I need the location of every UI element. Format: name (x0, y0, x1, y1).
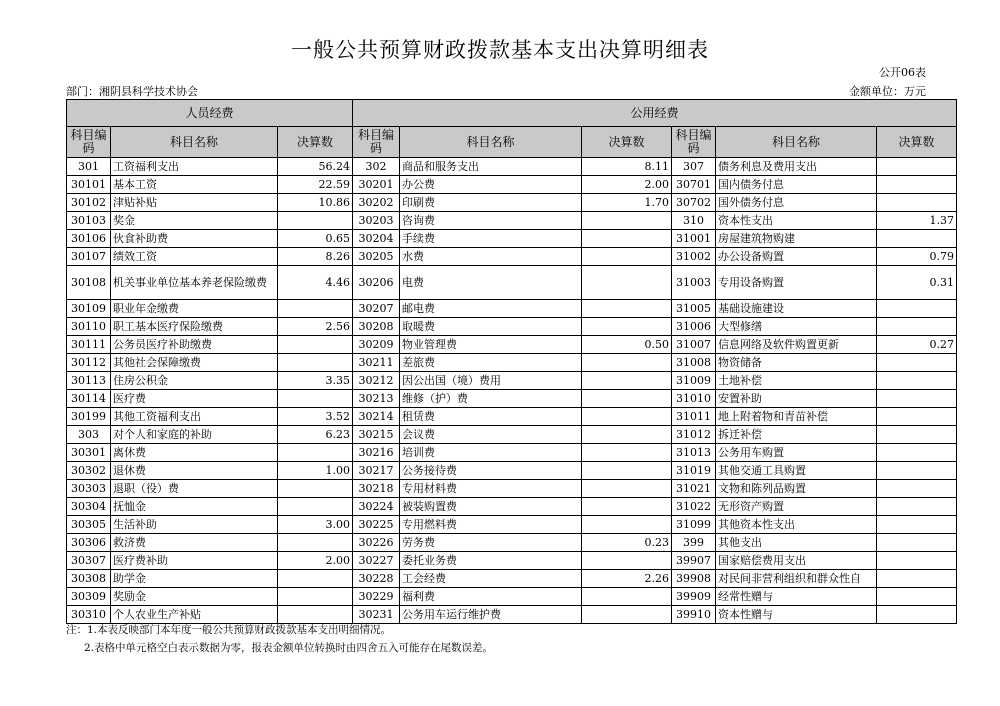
cell-amount: 1.70 (582, 194, 672, 212)
cell-name: 其他工资福利支出 (111, 408, 278, 426)
table-row (67, 408, 957, 426)
cell-amount (877, 552, 957, 570)
cell-name: 奖金 (111, 212, 278, 230)
cell-name: 抚恤金 (111, 498, 278, 516)
cell-name: 大型修缮 (716, 318, 877, 336)
cell-name: 委托业务费 (400, 552, 582, 570)
cell-amount (582, 498, 672, 516)
table-row (67, 570, 957, 588)
cell-code: 31001 (672, 230, 716, 248)
table-row (67, 588, 957, 606)
cell-code: 30701 (672, 176, 716, 194)
footnote-1: 注：1.本表反映部门本年度一般公共预算财政拨款基本支出明细情况。 (66, 624, 392, 636)
table-row (67, 354, 957, 372)
cell-code: 31006 (672, 318, 716, 336)
cell-code: 30112 (67, 354, 111, 372)
cell-name: 工资福利支出 (111, 158, 278, 176)
table-row (67, 300, 957, 318)
cell-name: 对民间非营利组织和群众性自 (716, 570, 877, 588)
cell-name: 无形资产购置 (716, 498, 877, 516)
cell-name: 维修（护）费 (400, 390, 582, 408)
cell-code: 30224 (353, 498, 400, 516)
cell-code: 31022 (672, 498, 716, 516)
cell-name: 物业管理费 (400, 336, 582, 354)
cell-code: 31021 (672, 480, 716, 498)
cell-code: 30309 (67, 588, 111, 606)
cell-amount (278, 444, 353, 462)
cell-name: 商品和服务支出 (400, 158, 582, 176)
col-header-name: 科目名称 (400, 127, 582, 158)
cell-amount (877, 480, 957, 498)
cell-amount: 3.52 (278, 408, 353, 426)
cell-amount (582, 480, 672, 498)
cell-name: 其他支出 (716, 534, 877, 552)
cell-name: 救济费 (111, 534, 278, 552)
cell-code: 30216 (353, 444, 400, 462)
cell-code: 30303 (67, 480, 111, 498)
cell-code: 30215 (353, 426, 400, 444)
cell-name: 劳务费 (400, 534, 582, 552)
cell-name: 公务员医疗补助缴费 (111, 336, 278, 354)
cell-amount: 0.79 (877, 248, 957, 266)
cell-code: 30103 (67, 212, 111, 230)
cell-name: 基本工资 (111, 176, 278, 194)
cell-code: 30203 (353, 212, 400, 230)
table-row (67, 390, 957, 408)
col-header-amount: 决算数 (278, 127, 353, 158)
cell-amount (877, 588, 957, 606)
department-label: 部门：湘阴县科学技术协会 (66, 85, 198, 98)
table-row (67, 248, 957, 266)
cell-amount (582, 300, 672, 318)
cell-amount: 1.37 (877, 212, 957, 230)
cell-name: 助学金 (111, 570, 278, 588)
cell-name: 离休费 (111, 444, 278, 462)
col-header-amount: 决算数 (877, 127, 957, 158)
table-row (67, 552, 957, 570)
cell-name: 水费 (400, 248, 582, 266)
cell-name: 医疗费补助 (111, 552, 278, 570)
cell-amount (877, 516, 957, 534)
cell-code: 30207 (353, 300, 400, 318)
cell-amount: 0.50 (582, 336, 672, 354)
table-row (67, 498, 957, 516)
cell-code: 31007 (672, 336, 716, 354)
cell-name: 取暖费 (400, 318, 582, 336)
cell-code: 30204 (353, 230, 400, 248)
cell-amount (278, 588, 353, 606)
cell-amount: 0.23 (582, 534, 672, 552)
cell-amount (278, 354, 353, 372)
cell-code: 30209 (353, 336, 400, 354)
cell-name: 地上附着物和青苗补偿 (716, 408, 877, 426)
cell-name: 物资储备 (716, 354, 877, 372)
cell-code: 30113 (67, 372, 111, 390)
cell-name: 其他社会保障缴费 (111, 354, 278, 372)
table-row (67, 426, 957, 444)
cell-name: 生活补助 (111, 516, 278, 534)
cell-name: 伙食补助费 (111, 230, 278, 248)
expenditure-table (66, 99, 957, 624)
cell-code: 302 (353, 158, 400, 176)
cell-name: 住房公积金 (111, 372, 278, 390)
cell-amount (582, 390, 672, 408)
cell-amount (278, 300, 353, 318)
cell-name: 办公设备购置 (716, 248, 877, 266)
cell-amount: 4.46 (278, 266, 353, 300)
cell-amount: 3.00 (278, 516, 353, 534)
cell-name: 资本性支出 (716, 212, 877, 230)
cell-code: 30217 (353, 462, 400, 480)
cell-amount (877, 462, 957, 480)
cell-amount: 8.11 (582, 158, 672, 176)
cell-code: 31012 (672, 426, 716, 444)
cell-code: 30307 (67, 552, 111, 570)
cell-code: 30304 (67, 498, 111, 516)
cell-code: 39910 (672, 606, 716, 624)
cell-name: 专用设备购置 (716, 266, 877, 300)
cell-name: 国内债务付息 (716, 176, 877, 194)
cell-name: 经常性赠与 (716, 588, 877, 606)
cell-amount (582, 444, 672, 462)
amount-unit-label: 金额单位：万元 (849, 85, 926, 98)
cell-amount: 2.26 (582, 570, 672, 588)
cell-amount (582, 606, 672, 624)
cell-amount: 8.26 (278, 248, 353, 266)
cell-name: 公务用车购置 (716, 444, 877, 462)
cell-amount (877, 354, 957, 372)
col-header-code: 科目编码 (353, 127, 400, 158)
cell-amount (278, 480, 353, 498)
table-row (67, 176, 957, 194)
cell-amount (582, 248, 672, 266)
cell-code: 30227 (353, 552, 400, 570)
cell-amount (877, 390, 957, 408)
cell-amount (582, 408, 672, 426)
cell-amount (877, 498, 957, 516)
cell-code: 39907 (672, 552, 716, 570)
cell-amount: 10.86 (278, 194, 353, 212)
cell-name: 被装购置费 (400, 498, 582, 516)
cell-code: 30302 (67, 462, 111, 480)
cell-name: 邮电费 (400, 300, 582, 318)
cell-code: 30109 (67, 300, 111, 318)
cell-code: 30702 (672, 194, 716, 212)
footnotes (66, 621, 493, 657)
cell-name: 个人农业生产补贴 (111, 606, 278, 624)
table-row (67, 480, 957, 498)
cell-code: 30211 (353, 354, 400, 372)
cell-code: 39909 (672, 588, 716, 606)
col-header-amount: 决算数 (582, 127, 672, 158)
group-header-public: 公用经费 (353, 100, 957, 127)
cell-code: 30208 (353, 318, 400, 336)
cell-name: 专用燃料费 (400, 516, 582, 534)
cell-code: 30111 (67, 336, 111, 354)
cell-amount (877, 408, 957, 426)
table-row (67, 462, 957, 480)
cell-name: 对个人和家庭的补助 (111, 426, 278, 444)
cell-code: 30101 (67, 176, 111, 194)
cell-amount (278, 570, 353, 588)
cell-name: 咨询费 (400, 212, 582, 230)
cell-code: 30199 (67, 408, 111, 426)
cell-code: 30308 (67, 570, 111, 588)
table-row (67, 158, 957, 176)
cell-name: 公务用车运行维护费 (400, 606, 582, 624)
table-row (67, 266, 957, 300)
cell-code: 30110 (67, 318, 111, 336)
cell-amount (582, 462, 672, 480)
cell-name: 文物和陈列品购置 (716, 480, 877, 498)
cell-name: 房屋建筑物购建 (716, 230, 877, 248)
cell-name: 专用材料费 (400, 480, 582, 498)
cell-name: 债务利息及费用支出 (716, 158, 877, 176)
cell-code: 31003 (672, 266, 716, 300)
cell-name: 职工基本医疗保险缴费 (111, 318, 278, 336)
cell-amount: 2.00 (582, 176, 672, 194)
cell-code: 30218 (353, 480, 400, 498)
cell-code: 30107 (67, 248, 111, 266)
cell-code: 30201 (353, 176, 400, 194)
cell-amount: 0.27 (877, 336, 957, 354)
col-header-name: 科目名称 (111, 127, 278, 158)
cell-amount: 2.56 (278, 318, 353, 336)
cell-name: 安置补助 (716, 390, 877, 408)
cell-name: 职业年金缴费 (111, 300, 278, 318)
cell-code: 30310 (67, 606, 111, 624)
table-row (67, 194, 957, 212)
cell-code: 31002 (672, 248, 716, 266)
cell-amount (877, 372, 957, 390)
table-row (67, 318, 957, 336)
cell-name: 基础设施建设 (716, 300, 877, 318)
cell-name: 拆迁补偿 (716, 426, 877, 444)
cell-amount (582, 372, 672, 390)
cell-code: 31099 (672, 516, 716, 534)
cell-name: 培训费 (400, 444, 582, 462)
cell-code: 30206 (353, 266, 400, 300)
cell-code: 30108 (67, 266, 111, 300)
cell-code: 31019 (672, 462, 716, 480)
cell-code: 31011 (672, 408, 716, 426)
cell-amount (877, 158, 957, 176)
cell-amount: 56.24 (278, 158, 353, 176)
cell-name: 信息网络及软件购置更新 (716, 336, 877, 354)
table-row (67, 534, 957, 552)
table-row (67, 212, 957, 230)
cell-code: 303 (67, 426, 111, 444)
cell-code: 30114 (67, 390, 111, 408)
cell-amount (877, 534, 957, 552)
table-row (67, 230, 957, 248)
cell-code: 30225 (353, 516, 400, 534)
cell-code: 31005 (672, 300, 716, 318)
table-row (67, 516, 957, 534)
cell-name: 其他交通工具购置 (716, 462, 877, 480)
cell-amount: 0.65 (278, 230, 353, 248)
cell-amount (877, 570, 957, 588)
cell-amount (877, 194, 957, 212)
cell-amount (582, 318, 672, 336)
table-row (67, 336, 957, 354)
cell-name: 资本性赠与 (716, 606, 877, 624)
cell-name: 津贴补贴 (111, 194, 278, 212)
cell-name: 工会经费 (400, 570, 582, 588)
cell-name: 其他资本性支出 (716, 516, 877, 534)
cell-amount (582, 266, 672, 300)
cell-amount (877, 444, 957, 462)
cell-name: 会议费 (400, 426, 582, 444)
cell-name: 机关事业单位基本养老保险缴费 (111, 266, 278, 300)
cell-amount (877, 606, 957, 624)
cell-code: 30226 (353, 534, 400, 552)
cell-amount (582, 212, 672, 230)
cell-code: 31009 (672, 372, 716, 390)
cell-amount: 3.35 (278, 372, 353, 390)
cell-amount (877, 318, 957, 336)
cell-name: 国外债务付息 (716, 194, 877, 212)
cell-code: 31010 (672, 390, 716, 408)
cell-amount (877, 176, 957, 194)
cell-amount (877, 300, 957, 318)
cell-name: 电费 (400, 266, 582, 300)
cell-amount (582, 426, 672, 444)
cell-amount (278, 390, 353, 408)
cell-name: 退休费 (111, 462, 278, 480)
cell-code: 30228 (353, 570, 400, 588)
cell-name: 退职（役）费 (111, 480, 278, 498)
col-header-code: 科目编码 (67, 127, 111, 158)
cell-name: 奖励金 (111, 588, 278, 606)
cell-amount (877, 230, 957, 248)
cell-code: 30305 (67, 516, 111, 534)
cell-code: 30102 (67, 194, 111, 212)
cell-amount (582, 516, 672, 534)
footnote-2: 2.表格中单元格空白表示数据为零，报表金额单位转换时由四舍五入可能存在尾数误差。 (84, 642, 494, 654)
cell-code: 30306 (67, 534, 111, 552)
cell-code: 30214 (353, 408, 400, 426)
cell-amount: 2.00 (278, 552, 353, 570)
cell-amount (278, 212, 353, 230)
cell-amount (582, 354, 672, 372)
cell-code: 399 (672, 534, 716, 552)
table-row (67, 444, 957, 462)
cell-name: 差旅费 (400, 354, 582, 372)
cell-code: 30231 (353, 606, 400, 624)
cell-amount (278, 534, 353, 552)
cell-code: 310 (672, 212, 716, 230)
cell-amount (582, 552, 672, 570)
cell-amount (278, 336, 353, 354)
cell-amount: 1.00 (278, 462, 353, 480)
cell-code: 307 (672, 158, 716, 176)
cell-amount (582, 230, 672, 248)
cell-name: 办公费 (400, 176, 582, 194)
cell-name: 土地补偿 (716, 372, 877, 390)
page-title: 一般公共预算财政拨款基本支出决算明细表 (291, 38, 709, 62)
cell-code: 301 (67, 158, 111, 176)
form-number: 公开06表 (879, 66, 926, 79)
cell-amount (278, 498, 353, 516)
cell-amount: 0.31 (877, 266, 957, 300)
table-row (67, 372, 957, 390)
cell-name: 手续费 (400, 230, 582, 248)
cell-name: 国家赔偿费用支出 (716, 552, 877, 570)
cell-code: 30212 (353, 372, 400, 390)
cell-code: 30229 (353, 588, 400, 606)
col-header-name: 科目名称 (716, 127, 877, 158)
table-body (67, 158, 957, 624)
cell-name: 公务接待费 (400, 462, 582, 480)
cell-code: 30213 (353, 390, 400, 408)
col-header-code: 科目编码 (672, 127, 716, 158)
cell-amount: 22.59 (278, 176, 353, 194)
cell-amount (582, 588, 672, 606)
cell-amount (877, 426, 957, 444)
cell-name: 福利费 (400, 588, 582, 606)
cell-code: 31013 (672, 444, 716, 462)
cell-code: 31008 (672, 354, 716, 372)
cell-name: 因公出国（境）费用 (400, 372, 582, 390)
cell-code: 30106 (67, 230, 111, 248)
cell-code: 30301 (67, 444, 111, 462)
cell-name: 印刷费 (400, 194, 582, 212)
cell-name: 租赁费 (400, 408, 582, 426)
cell-code: 30205 (353, 248, 400, 266)
cell-name: 绩效工资 (111, 248, 278, 266)
group-header-personnel: 人员经费 (67, 100, 353, 127)
cell-name: 医疗费 (111, 390, 278, 408)
cell-code: 30202 (353, 194, 400, 212)
cell-code: 39908 (672, 570, 716, 588)
cell-amount: 6.23 (278, 426, 353, 444)
